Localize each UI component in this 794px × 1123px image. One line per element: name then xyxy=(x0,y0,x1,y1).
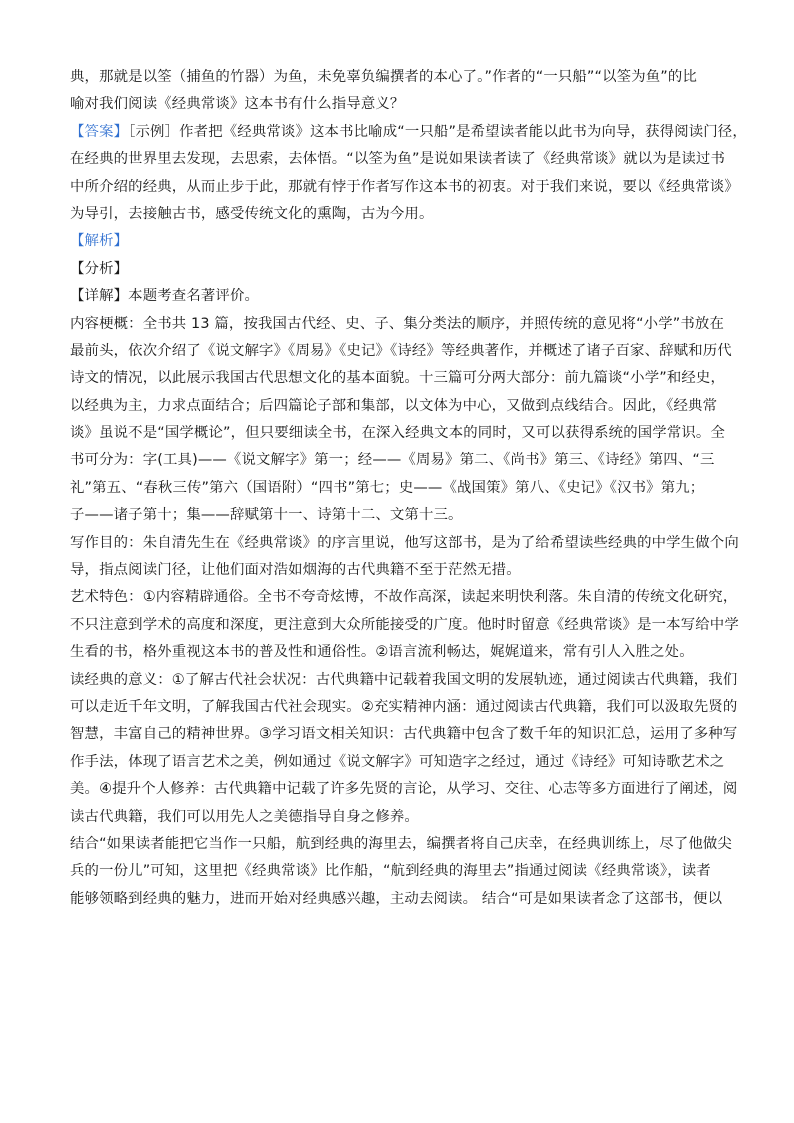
content-line: 以经典为主，力求点面结合；后四篇论子部和集部，以文体为中心，又做到点线结合。因此，《经典常 xyxy=(70,397,718,414)
content-line: 谈》虽说不是“国学概论”，但只要细读全书，在深入经典文本的同时，又可以获得系统的国学常识。全 xyxy=(70,425,726,442)
meaning-line: 读经典的意义：①了解古代社会状况：古代典籍中记载着我国文明的发展轨迹，通过阅读古代典籍，我们 xyxy=(70,671,738,688)
answer-line xyxy=(70,119,747,146)
content-line: 子——诸子第十；集——辞赋第十一、诗第十二、文第十三。 xyxy=(70,507,463,524)
combine-line: 能够领略到经典的魅力，进而开始对经典感兴趣，主动去阅读。 结合“可是如果读者念了这部书，便以 xyxy=(70,890,723,907)
answer-line: 为导引，去接触古书，感受传统文化的熏陶，古为今用。 xyxy=(70,205,434,222)
question-line: 喻对我们阅读《经典常谈》这本书有什么指导意义？ xyxy=(70,96,405,113)
document-page xyxy=(70,64,747,913)
meaning-line: 可以走近千年文明，了解我国古代社会现实。②充实精神内涵：通过阅读古代典籍，我们可以汲取先贤的 xyxy=(70,698,738,715)
purpose-line: 导，指点阅读门径，让他们面对浩如烟海的古代典籍不至于茫然无措。 xyxy=(70,562,521,579)
content-line: 内容梗概：全书共 13 篇，按我国古代经、史、子、集分类法的顺序，并照传统的意见将“小学”书放在 xyxy=(70,315,724,332)
question-line: 典，那就是以筌（捕鱼的竹器）为鱼，未免辜负编撰者的本心了。”作者的“一只船”“以筌为鱼”的比 xyxy=(70,69,697,85)
features-line: 不只注意到学术的高度和深度，更注意到大众所能接受的广度。他时时留意《经典常谈》是一本写给中学 xyxy=(70,616,739,633)
content-line: 诗文的情况，以此展示我国古代思想文化的基本面貌。十三篇可分两大部分：前九篇谈“小学”和经史， xyxy=(70,370,726,387)
features-line: 生看的书，格外重视这本书的普及性和通俗性。②语言流利畅达，娓娓道来，常有引人入胜之处。 xyxy=(70,644,694,661)
answer-text: ［示例］作者把《经典常谈》这本书比喻成“一只船”是希望读者能以此书为向导，获得阅读门径， xyxy=(128,123,747,140)
answer-tag: 【答案】 xyxy=(70,123,129,140)
analysis-tag: 【解析】 xyxy=(70,233,129,250)
features-line: 艺术特色：①内容精辟通俗。全书不夸奇炫博，不故作高深，读起来明快利落。朱自清的传统文化研究， xyxy=(70,589,738,606)
meaning-line: 美。④提升个人修养：古代典籍中记载了许多先贤的言论，从学习、交往、心志等多方面进行了阐述，阅 xyxy=(70,781,738,798)
meaning-line: 作手法，体现了语言艺术之美，例如通过《说文解字》可知造字之经过，通过《诗经》可知诗歌艺术之 xyxy=(70,753,725,770)
meaning-line: 智慧，丰富自己的精神世界。③学习语文相关知识：古代典籍中包含了数千年的知识汇总，运用了多种写 xyxy=(70,726,738,743)
combine-line: 兵的一份儿”可知，这里把《经典常谈》比作船，“航到经典的海里去”指通过阅读《经典常谈》，读者 xyxy=(70,863,711,880)
purpose-line: 写作目的：朱自清先生在《经典常谈》的序言里说，他写这部书，是为了给希望读些经典的中学生做个向 xyxy=(70,534,739,551)
detail-heading: 【详解】本题考查名著评价。 xyxy=(70,288,260,305)
meaning-line: 读古代典籍，我们可以用先人之美德指导自身之修养。 xyxy=(70,808,419,825)
content-line: 书可分为：字(工具)——《说文解字》第一；经——《周易》第二、《尚书》第三、《诗经》第四、“三 xyxy=(70,452,715,469)
analysis-heading xyxy=(70,228,730,255)
fenxi-heading: 【分析】 xyxy=(70,260,129,277)
answer-line: 中所介绍的经典，从而止步于此，那就有悖于作者写作这本书的初衷。对于我们来说，要以《经典常谈》 xyxy=(70,178,739,195)
content-line: 最前头，依次介绍了《说文解字》《周易》《史记》《诗经》等经典著作，并概述了诸子百家、辞赋和历代 xyxy=(70,342,732,359)
answer-line: 在经典的世界里去发现，去思索，去体悟。“以筌为鱼”是说如果读者读了《经典常谈》就以为是读过书 xyxy=(70,151,726,168)
combine-line: 结合“如果读者能把它当作一只船，航到经典的海里去，编撰者将自己庆幸，在经典训练上，尽了他做尖 xyxy=(70,835,732,852)
content-line: 礼”第五、“春秋三传”第六（国语附）“四书”第七；史——《战国策》第八、《史记》《汉书》第九； xyxy=(70,479,705,496)
